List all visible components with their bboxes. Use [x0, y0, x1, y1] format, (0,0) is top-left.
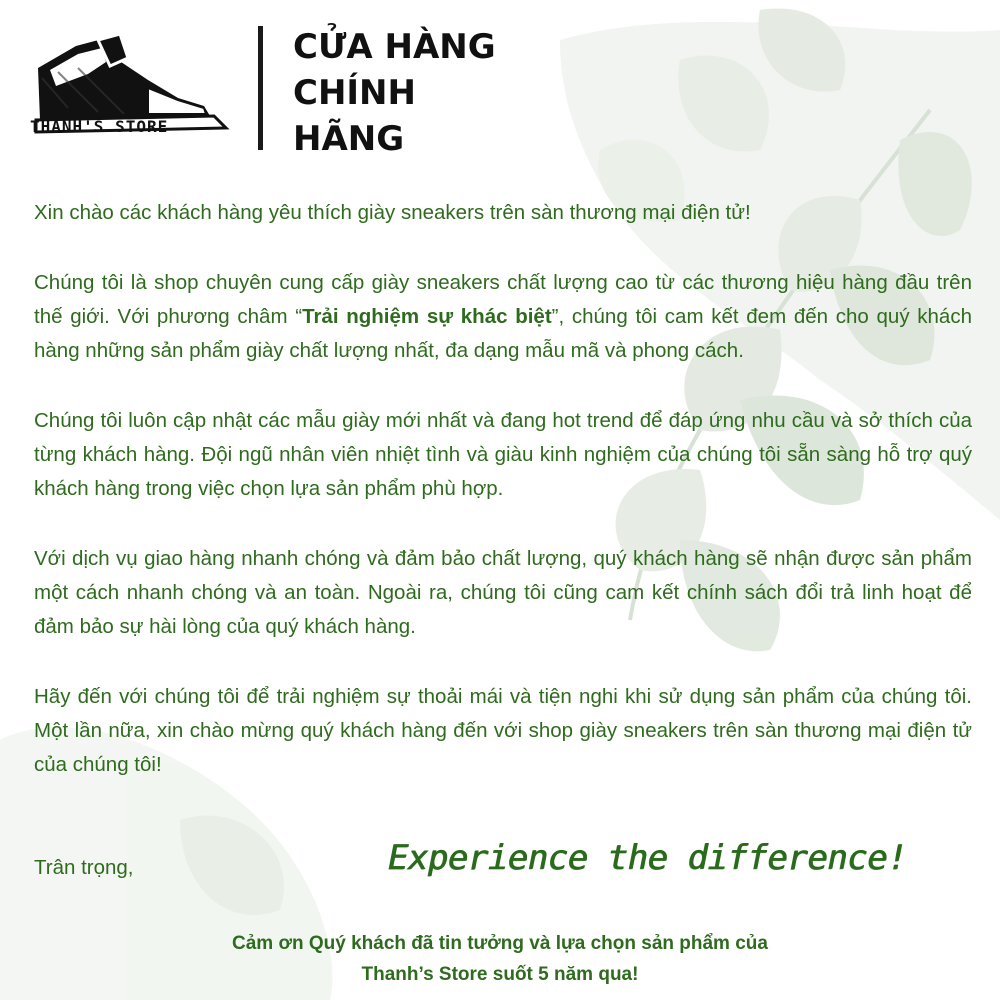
- page-title-line-2: CHÍNH: [293, 73, 416, 113]
- intro-paragraph: [34, 266, 972, 368]
- intro-text-end: ”, chúng tôi cam kết đem đến cho quý khách hàng những sản phẩm giày chất lượng nhất, đa dạng mẫu mã và phong cách.: [34, 305, 972, 362]
- thank-you-line-1: Cảm ơn Quý khách đã tin tưởng và lựa chọn sản phẩm của: [232, 933, 768, 954]
- delivery-paragraph: Với dịch vụ giao hàng nhanh chóng và đảm bảo chất lượng, quý khách hàng sẽ nhận được sản phẩm một cách nhanh chóng và an toàn. Ngoài ra, chúng tôi cũng cam kết chính sách đổi trả linh hoạt để đảm bảo sự hài lòng của quý khách hàng.: [34, 547, 972, 638]
- page-title-line-3: HÃNG: [293, 119, 405, 159]
- page-title-line-1: CỬA HÀNG: [293, 27, 496, 67]
- logo-text: THANH'S STORE: [30, 117, 169, 136]
- greeting-paragraph: Xin chào các khách hàng yêu thích giày sneakers trên sàn thương mại điện tử!: [34, 201, 751, 224]
- motto-text: Trải nghiệm sự khác biệt: [302, 305, 552, 328]
- invitation-paragraph: Hãy đến với chúng tôi để trải nghiệm sự thoải mái và tiện nghi khi sử dụng sản phẩm của chúng tôi. Một lần nữa, xin chào mừng quý khách hàng đến với shop giày sneakers trên sàn thương mại điện tử của chúng tôi!: [34, 685, 972, 776]
- page-title: [293, 24, 623, 162]
- update-paragraph: Chúng tôi luôn cập nhật các mẫu giày mới nhất và đang hot trend để đáp ứng nhu cầu và sở thích của từng khách hàng. Đội ngũ nhân viên nhiệt tình và giàu kinh nghiệm của chúng tôi sẵn sàng hỗ trợ quý khách hàng trong việc chọn lựa sản phẩm phù hợp.: [34, 409, 972, 500]
- letter-body: [34, 196, 972, 782]
- thank-you-line-2: Thanh’s Store suốt 5 năm qua!: [361, 964, 639, 985]
- intro-text-start: Chúng tôi là shop chuyên cung cấp giày sneakers chất lượng cao từ các thương hiệu hàng đầu trên thế giới. Với phương châm “: [34, 271, 972, 328]
- header-divider: [258, 26, 263, 150]
- thank-you-message: [100, 928, 900, 990]
- closing-signoff: Trân trọng,: [34, 856, 134, 879]
- slogan-text: Experience the difference!: [388, 838, 908, 878]
